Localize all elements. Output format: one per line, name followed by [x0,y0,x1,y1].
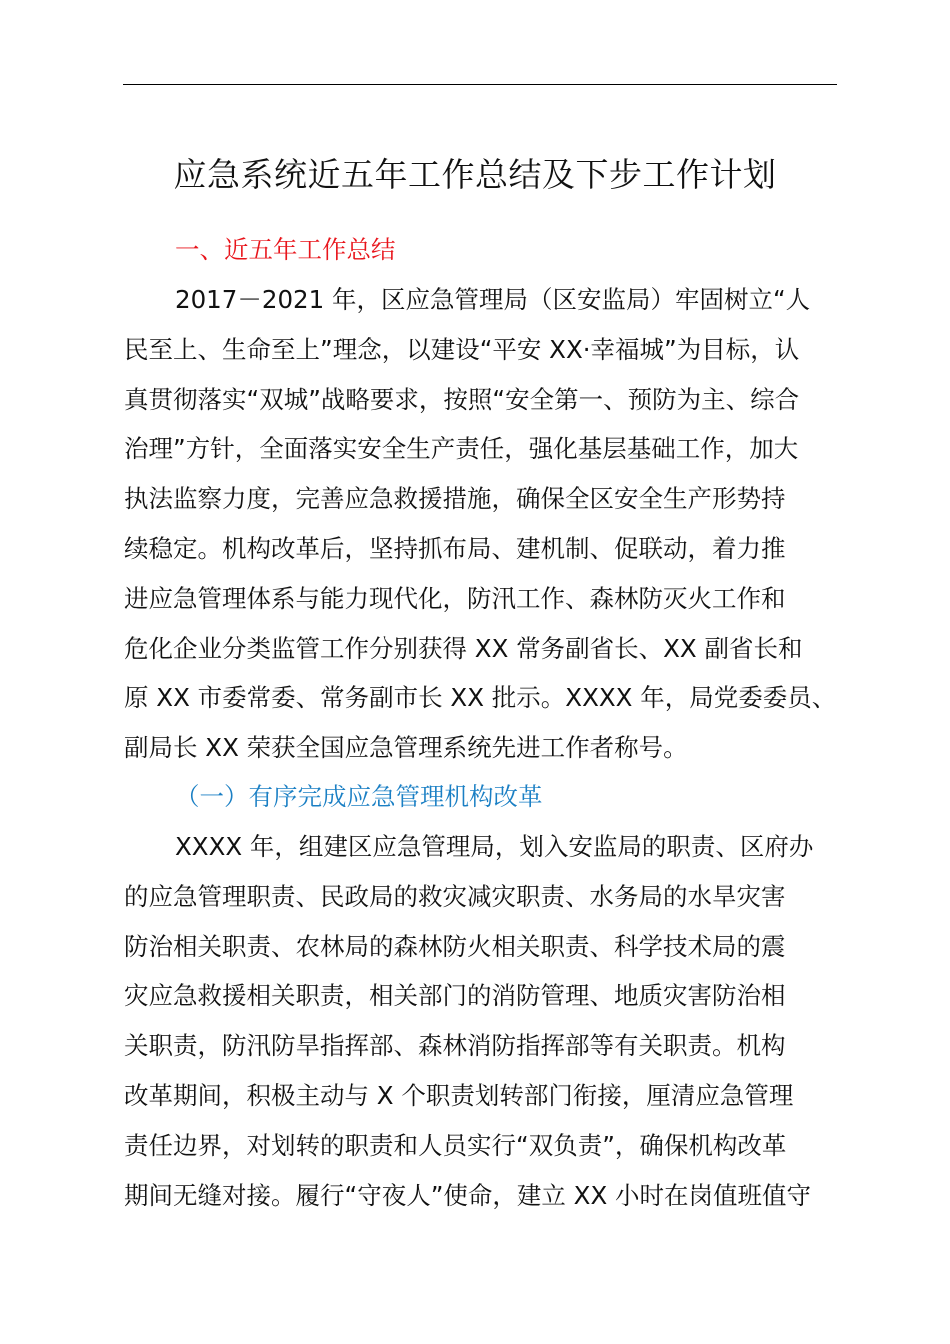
paragraph-line: 灾应急救援相关职责，相关部门的消防管理、地质灾害防治相 [124,981,786,1011]
paragraph-line: 2017－2021 年，区应急管理局（区安监局）牢固树立“人 [175,285,811,314]
paragraph-line: 真贯彻落实“双城”战略要求，按照“安全第一、预防为主、综合 [124,384,800,414]
paragraph-line: 关职责，防汛防旱指挥部、森林消防指挥部等有关职责。机构 [124,1031,786,1061]
paragraph-line: 防治相关职责、农林局的森林防火相关职责、科学技术局的震 [124,931,786,961]
paragraph-line: XXXX 年，组建区应急管理局，划入安监局的职责、区府办 [175,832,814,861]
paragraph-line: 原 XX 市委常委、常务副市长 XX 批示。XXXX 年，局党委委员、 [124,683,837,713]
subsection-paragraph [124,827,854,1225]
paragraph-line: 执法监察力度，完善应急救援措施，确保全区安全生产形势持 [124,484,786,514]
page-title: 应急系统近五年工作总结及下步工作计划 [173,155,777,194]
paragraph-line: 治理”方针，全面落实安全生产责任，强化基层基础工作，加大 [124,434,799,464]
paragraph-line: 责任边界，对划转的职责和人员实行“双负责”，确保机构改革 [124,1130,787,1160]
section-paragraph [124,280,854,778]
paragraph-line: 民至上、生命至上”理念，以建设“平安 XX·幸福城”为目标，认 [124,334,800,364]
paragraph-line: 危化企业分类监管工作分别获得 XX 常务副省长、XX 副省长和 [124,633,803,663]
paragraph-line: 改革期间，积极主动与 X 个职责划转部门衔接，厘清应急管理 [124,1080,794,1110]
paragraph-line: 续稳定。机构改革后，坚持抓布局、建机制、促联动，着力推 [124,533,786,563]
subsection-heading: （一）有序完成应急管理机构改革 [175,782,543,811]
paragraph-line: 进应急管理体系与能力现代化，防汛工作、森林防灭火工作和 [124,583,786,613]
header-rule [123,84,837,85]
paragraph-line: 期间无缝对接。履行“守夜人”使命，建立 XX 小时在岗值班值守 [124,1180,812,1210]
paragraph-line: 副局长 XX 荣获全国应急管理系统先进工作者称号。 [124,733,688,763]
paragraph-line: 的应急管理职责、民政局的救灾减灾职责、水务局的水旱灾害 [124,881,786,911]
section-heading: 一、近五年工作总结 [175,235,396,264]
